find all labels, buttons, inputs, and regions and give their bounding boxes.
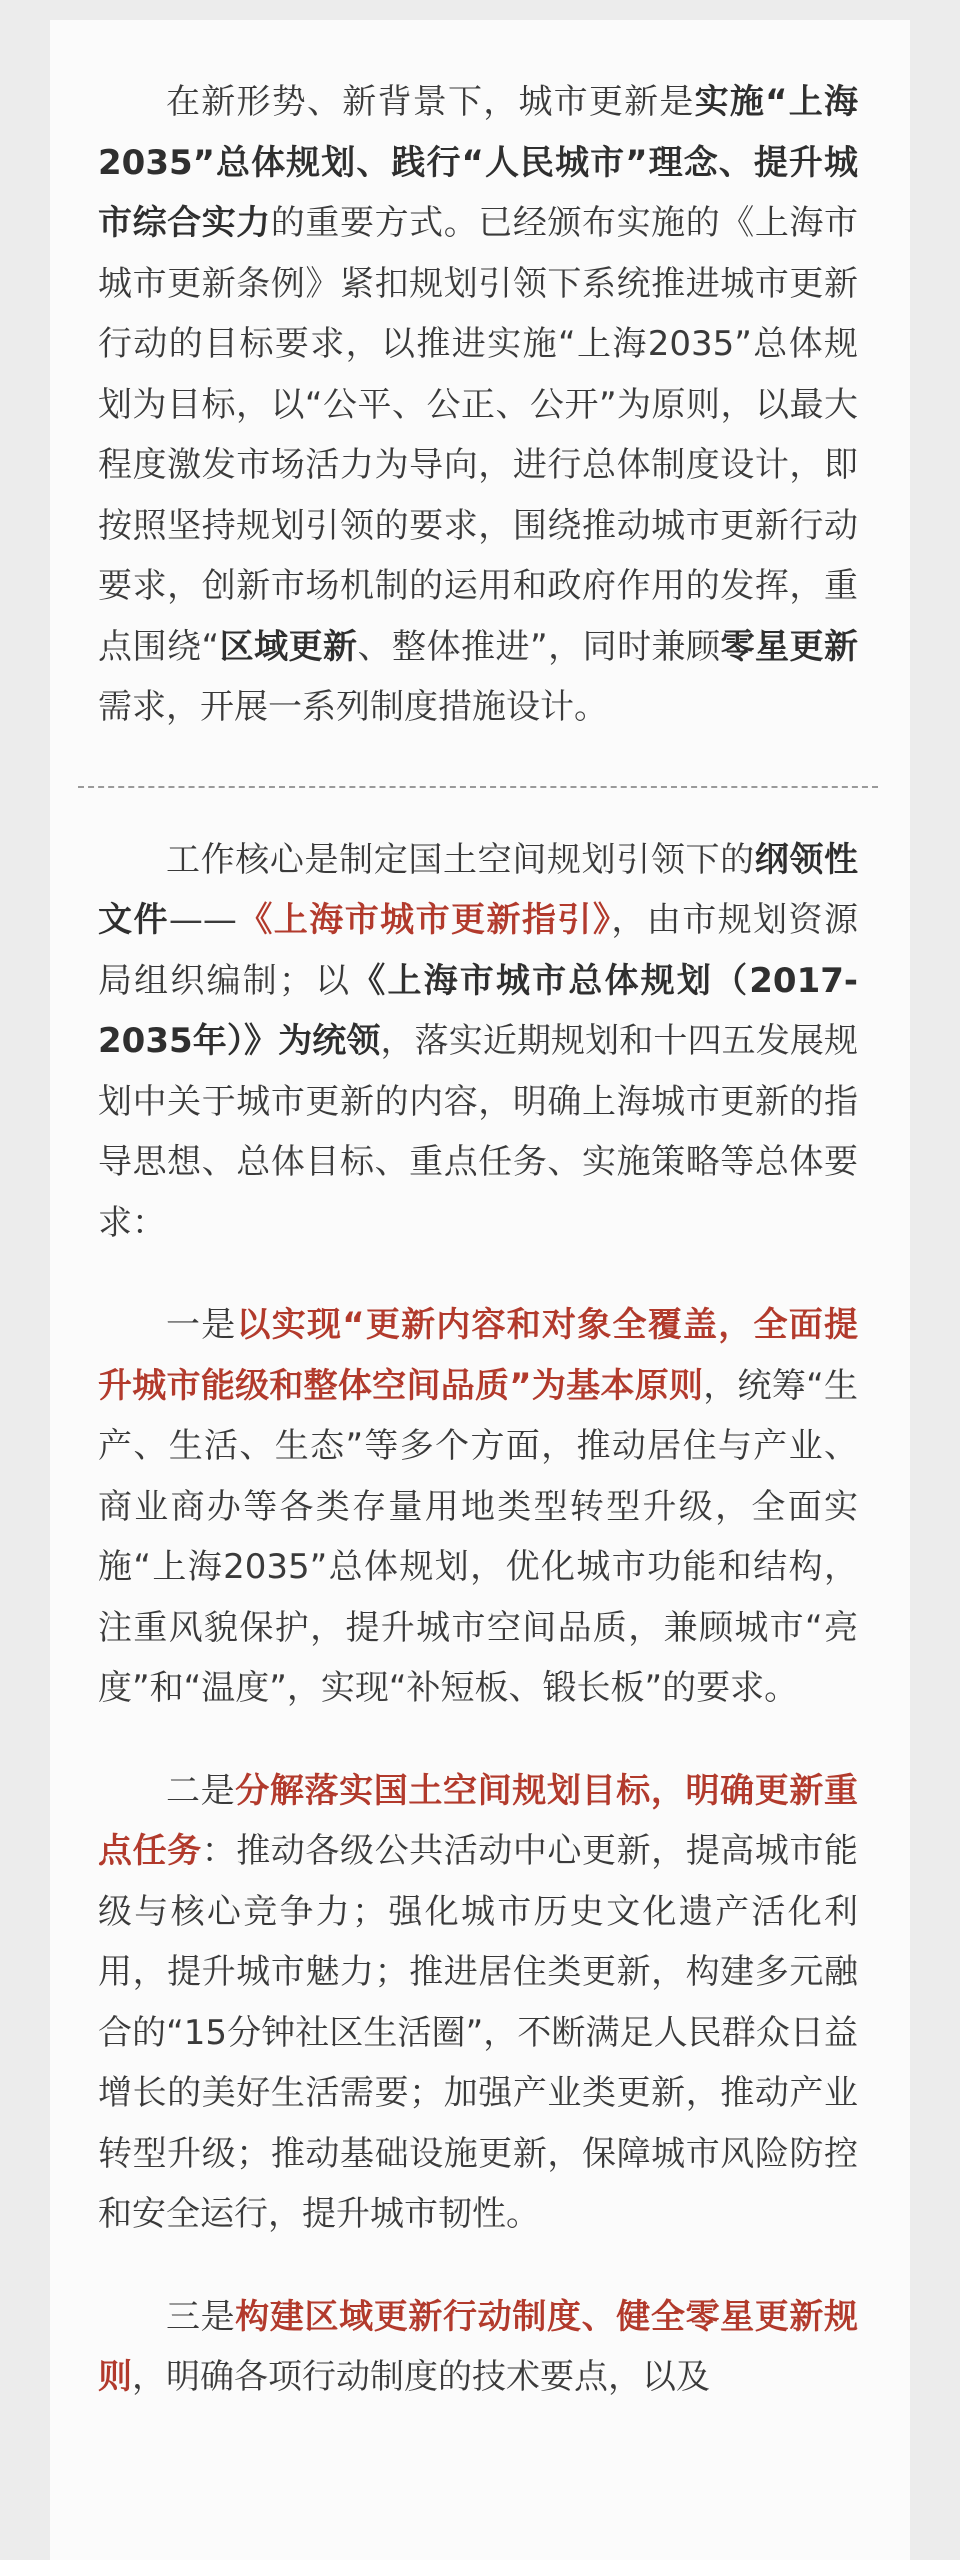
dashed-divider <box>78 786 878 788</box>
bold-text: 《上海市城市总体规划（2017-2035年）》为统领 <box>98 960 858 1061</box>
text: ，落实近期规划和十四五发展规划中关于城市更新的内容，明确上海城市更新的指导思想、总体目标、重点任务、实施策略等总体要求： <box>98 1021 859 1243</box>
highlight-text: 以实现“更新内容和对象全覆盖，全面提升城市能级和整体空间品质”为基本原则 <box>98 1305 858 1406</box>
text: 、整体推进”，同时兼顾 <box>357 626 721 667</box>
text: 一是 <box>166 1305 237 1345</box>
text: 的重要方式。已经颁布实施的《上海市城市更新条例》紧扣规划引领下系统推进城市更新行动的目标要求，以推进实施“上海2035”总体规划为目标，以“公平、公正、公开”为原则，以最大程度激发市场活力为导向，进行总体制度设计，即按照坚持规划引领的要求，围绕推动城市更新行动要求，创新市场机制的运用和政府作用的发挥，重点围绕“ <box>98 203 859 667</box>
bold-text: 区域更新 <box>219 626 358 667</box>
text: 工作核心是制定国土空间规划引领下的 <box>166 839 755 880</box>
text: 在新形势、新背景下，城市更新是 <box>166 82 695 122</box>
bold-text: 纲领性文件 <box>98 839 859 940</box>
highlight-text: 构建区域更新行动制度、健全零星更新规则 <box>98 2296 859 2397</box>
paragraph-point-1 <box>98 1295 858 1719</box>
paragraph-core <box>98 830 858 1254</box>
text: 二是 <box>166 1770 236 1811</box>
text: ，由市规划资源局组织编制；以 <box>98 900 859 1001</box>
text: 需求，开展一系列制度措施设计。 <box>98 687 608 727</box>
bold-text: 实施“上海2035”总体规划、践行“人民城市”理念、提升城市综合实力 <box>98 82 858 243</box>
bold-text: 零星更新 <box>720 626 859 667</box>
paragraph-intro <box>98 72 858 738</box>
text: ，统筹“生产、生活、生态”等多个方面，推动居住与产业、商业商办等各类存量用地类型转型升级，全面实施“上海2035”总体规划，优化城市功能和结构，注重风貌保护，提升城市空间品质，兼顾城市“亮度”和“温度”，实现“补短板、锻长板”的要求。 <box>98 1365 858 1708</box>
text: ：推动各级公共活动中心更新，提高城市能级与核心竞争力；强化城市历史文化遗产活化利用，提升城市魅力；推进居住类更新，构建多元融合的“15分钟社区生活圈”，不断满足人民群众日益增长的美好生活需要；加强产业类更新，推动产业转型升级；推动基础设施更新，保障城市风险防控和安全运行，提升城市韧性。 <box>98 1831 859 2234</box>
text: ，明确各项行动制度的技术要点，以及 <box>132 2357 710 2397</box>
text: 三是 <box>166 2296 236 2337</box>
highlight-text: 分解落实国土空间规划目标，明确更新重点任务 <box>98 1770 859 1871</box>
article-card <box>50 20 910 2560</box>
em-dash: —— <box>168 900 237 940</box>
paragraph-point-2 <box>98 1761 858 2245</box>
highlight-text: 《上海市城市更新指引》 <box>236 900 612 940</box>
paragraph-point-3 <box>98 2287 858 2408</box>
